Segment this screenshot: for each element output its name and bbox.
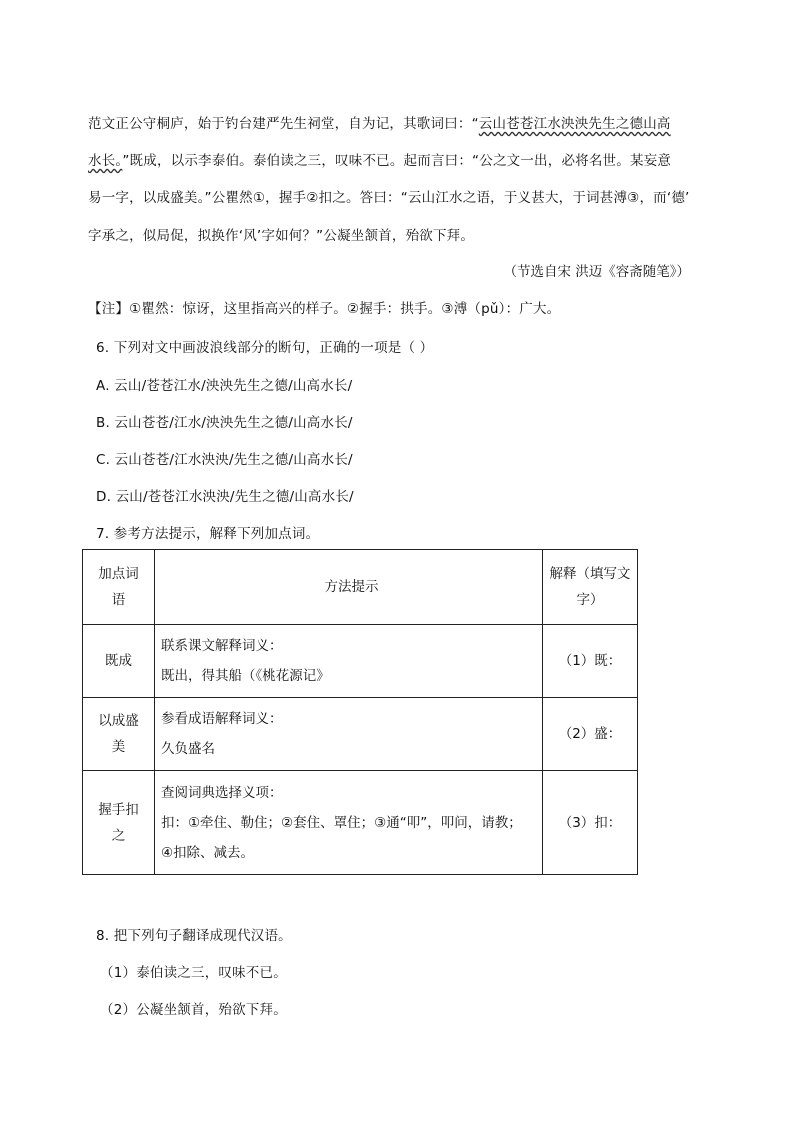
translation-item-2: （2）公凝坐颔首，殆欲下拜。 [100, 1002, 287, 1018]
passage-line-2 [88, 149, 671, 169]
option-c: C. 云山苍苍/江水泱泱/先生之德/山高水长/ [96, 452, 353, 468]
question-stem: 6. 下列对文中画波浪线部分的断句，正确的一项是（ ） [96, 340, 434, 356]
passage-line-4: 字承之，似局促，拟换作‘风’字如何？”公凝坐颔首，殆欲下拜。 [88, 228, 475, 244]
header-hint: 方法提示 [154, 550, 542, 625]
passage-text: 范文正公守桐庐，始于钓台建严先生祠堂，自为记，其歌词曰：“ [88, 116, 479, 132]
translation-item-1: （1）泰伯读之三，叹味不已。 [100, 965, 287, 981]
hint-cell: 参看成语解释词义： 久负盛名 [154, 698, 542, 771]
answer-cell[interactable]: （1）既： [543, 625, 638, 698]
wavy-underlined-text: 水长。 [88, 153, 123, 169]
word-cell: 以成盛 美 [83, 698, 155, 771]
hint-cell: 联系课文解释词义： 既出，得其船（《桃花源记》 [154, 625, 542, 698]
hint-cell: 查阅词典选择义项： 扣：①牵住、勒住；②套住、罩住；③通“叩”，叩问，请教； ④扣除、减去。 [154, 771, 542, 875]
option-b: B. 云山苍苍/江水/泱泱先生之德/山高水长/ [96, 415, 353, 431]
wavy-underlined-text: 云山苍苍江水泱泱先生之德山高 [478, 116, 671, 132]
question-stem: 7. 参考方法提示，解释下列加点词。 [96, 526, 320, 542]
table-header-row [83, 550, 638, 625]
option-a: A. 云山/苍苍江水/泱泱先生之德/山高水长/ [96, 378, 353, 394]
answer-cell[interactable]: （3）扣： [543, 771, 638, 875]
answer-cell[interactable]: （2）盛： [543, 698, 638, 771]
passage-line-1 [88, 112, 671, 132]
word-cell: 既成 [83, 625, 155, 698]
method-table [82, 549, 638, 875]
table-row [83, 625, 638, 698]
question-stem: 8. 把下列句子翻译成现代汉语。 [96, 928, 292, 944]
passage-source: （节选自宋 洪迈《容斋随笔》） [503, 264, 690, 280]
passage-text: ”既成，以示李泰伯。泰伯读之三，叹味不已。起而言曰：“公之文一出，必将名世。某妄意 [122, 153, 672, 169]
passage-line-3: 易一字，以成盛美。”公瞿然①，握手②扣之。答曰：“云山江水之语，于义甚大，于词甚溥③，而‘德’ [88, 190, 690, 206]
table-row [83, 698, 638, 771]
annotation-note: 【注】①瞿然：惊讶，这里指高兴的样子。②握手：拱手。③溥（pǔ）：广大。 [88, 301, 561, 317]
header-word: 加点词 语 [83, 550, 155, 625]
header-answer: 解释（填写文 字） [543, 550, 638, 625]
word-cell: 握手扣 之 [83, 771, 155, 875]
option-d: D. 云山/苍苍江水泱泱/先生之德/山高水长/ [96, 489, 354, 505]
table-row [83, 771, 638, 875]
